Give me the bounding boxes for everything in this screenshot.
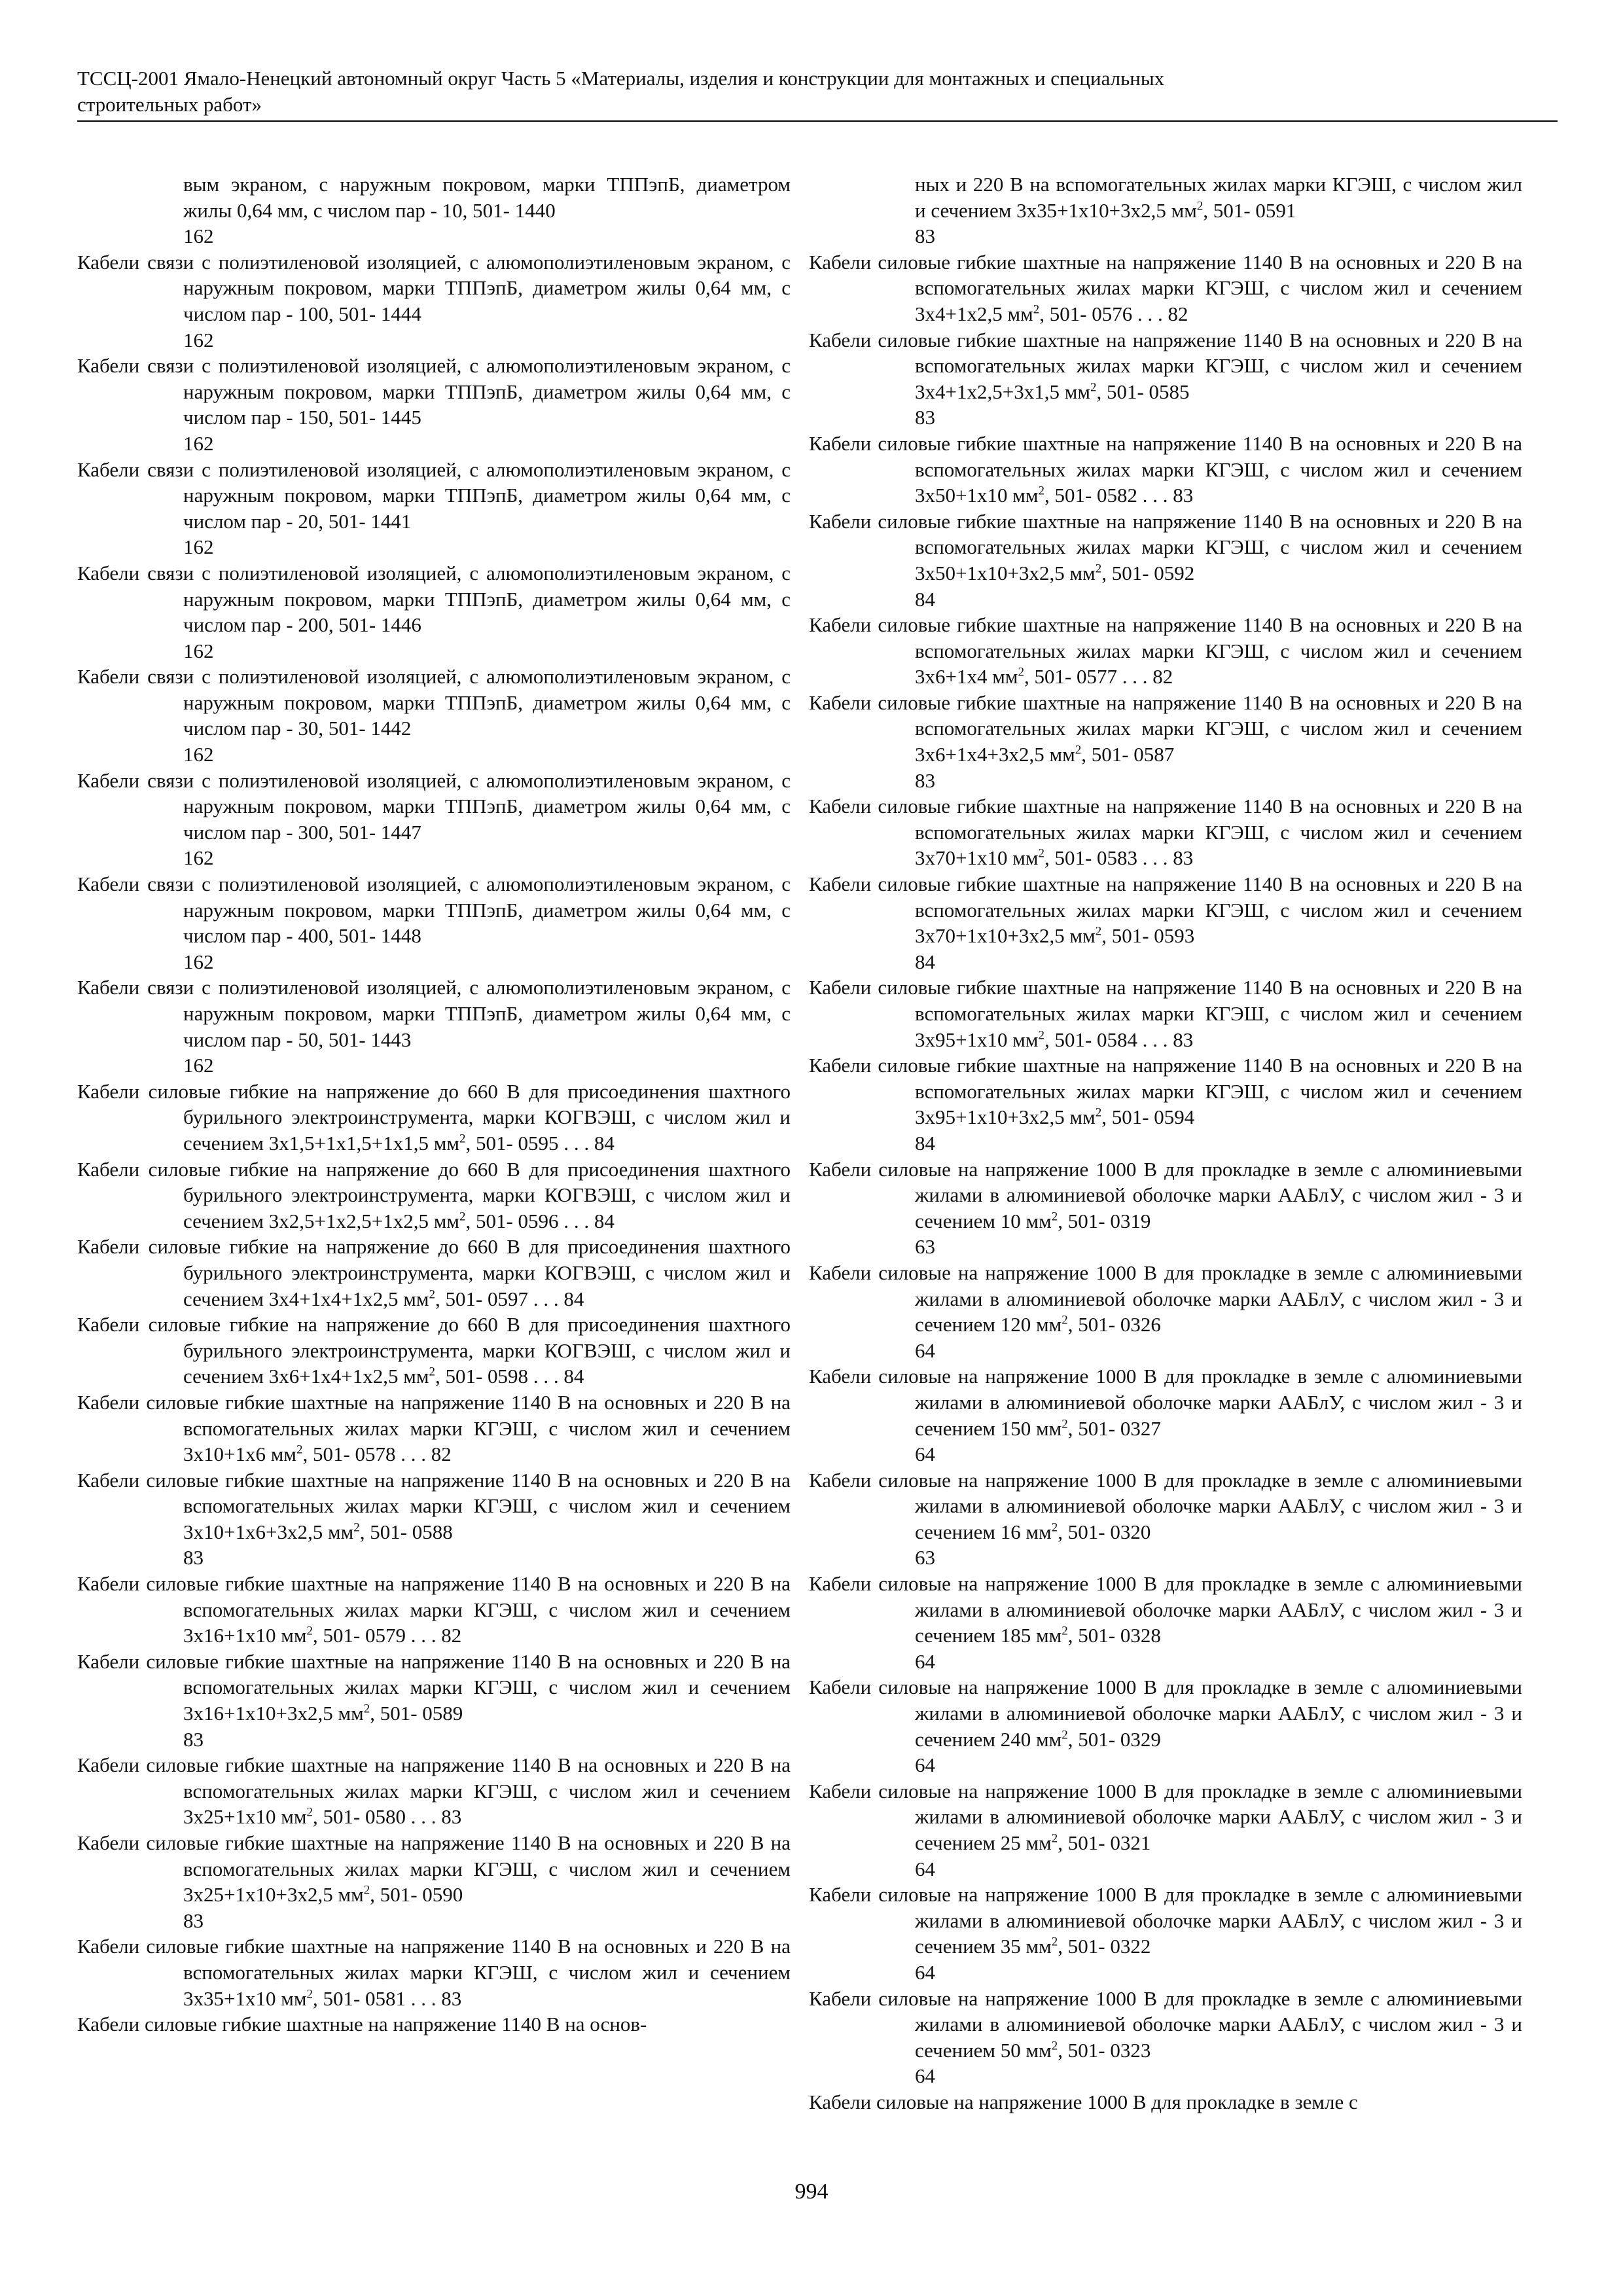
entry-page-ref: 63 xyxy=(915,1235,935,1259)
entry-lead-word: Кабели xyxy=(809,2090,872,2113)
entry-text: силовые на напряжение 1000 В для прокладке в земле с алюминиевыми жилами в алюминиевой оболочке марки ААБлУ, с числом жил - 3 и сечением 10 $мм^2$, 501- 0319 xyxy=(878,1157,1522,1232)
dot-leader: . . . xyxy=(528,1365,564,1388)
page-header xyxy=(77,65,1558,122)
entry-lead-word: Кабели xyxy=(77,457,140,481)
entry-text: силовые гибкие на напряжение до 660 В для присоединения шахтного бурильного электроинструмента, марки КОГВЭШ, с числом жил и сечением 3х6+1х4+1х2,5 $мм^2$, 501- 0598 xyxy=(148,1313,791,1388)
dot-leader: . . . xyxy=(1137,484,1173,507)
entry-text: силовые гибкие шахтные на напряжение 1140 В на основных и 220 В на вспомогательных жилах марки КГЭШ, с числом жил и сечением 3х50+1х10 $мм^2$, 501- 0582 xyxy=(878,431,1522,507)
entry-text: ных и 220 В на вспомогательных жилах марки КГЭШ, с числом жил и сечением 3х35+1х10+3х2,5 $мм^2$, 501- 0591 xyxy=(915,173,1522,222)
entry-lead-word: Кабели xyxy=(809,250,872,274)
entry-lead-word: Кабели xyxy=(77,665,140,689)
entry-text: связи с полиэтиленовой изоляцией, с алюмополиэтиленовым экраном, с наружным покровом, марки ТППэпБ, диаметром жилы 0,64 мм, с числом пар - 50, 501- 1443 xyxy=(147,976,791,1051)
entry-page-ref: 83 xyxy=(1173,846,1194,870)
entry-text: силовые на напряжение 1000 В для прокладке в земле с алюминиевыми жилами в алюминиевой оболочке марки ААБлУ, с числом жил - 3 и сечением 16 $мм^2$, 501- 0320 xyxy=(878,1468,1522,1543)
index-entry xyxy=(809,1467,1522,1571)
entry-page-ref: 162 xyxy=(183,639,214,662)
entry-lead-word: Кабели xyxy=(77,1831,140,1854)
index-entry xyxy=(809,871,1522,975)
index-entry xyxy=(77,1649,791,1752)
entry-page-ref: 84 xyxy=(915,587,935,611)
index-entry xyxy=(809,509,1522,612)
index-entry xyxy=(77,768,791,871)
entry-lead-word: Кабели xyxy=(809,1779,872,1803)
index-entry xyxy=(77,1830,791,1933)
index-entry xyxy=(77,1234,791,1312)
entry-lead-word: Кабели xyxy=(77,1572,140,1596)
index-entry xyxy=(809,975,1522,1052)
entry-page-ref: 162 xyxy=(183,431,214,455)
entry-text: силовые гибкие шахтные на напряжение 1140 В на основных и 220 В на вспомогательных жилах марки КГЭШ, с числом жил и сечением 3х10+1х6 $мм^2$, 501- 0578 xyxy=(146,1390,791,1466)
entry-text: силовые на напряжение 1000 В для прокладке в земле с xyxy=(876,2090,1358,2113)
entry-page-ref: 84 xyxy=(594,1131,615,1155)
entry-text: силовые на напряжение 1000 В для прокладке в земле с алюминиевыми жилами в алюминиевой оболочке марки ААБлУ, с числом жил - 3 и сечением 50 $мм^2$, 501- 0323 xyxy=(878,1986,1522,2062)
entry-page-ref: 82 xyxy=(431,1443,452,1466)
dot-leader: . . . xyxy=(1132,302,1168,325)
entry-lead-word: Кабели xyxy=(809,1054,872,1077)
entry-lead-word: Кабели xyxy=(77,1313,140,1336)
index-entry xyxy=(77,171,791,249)
index-entry xyxy=(809,431,1522,509)
dot-leader: . . . xyxy=(558,1209,594,1232)
entry-page-ref: 64 xyxy=(915,1649,935,1673)
entry-page-ref: 64 xyxy=(915,2064,935,2088)
entry-text: связи с полиэтиленовой изоляцией, с алюмополиэтиленовым экраном, с наружным покровом, марки ТППэпБ, диаметром жилы 0,64 мм, с числом пар - 400, 501- 1448 xyxy=(147,872,791,948)
dot-leader: . . . xyxy=(406,1805,442,1829)
entry-page-ref: 64 xyxy=(915,1338,935,1362)
entry-text: силовые гибкие на напряжение до 660 В для присоединения шахтного бурильного электроинструмента, марки КОГВЭШ, с числом жил и сечением 3х2,5+1х2,5+1х2,5 $мм^2$, 501- 0596 xyxy=(148,1157,791,1232)
index-entry xyxy=(77,1390,791,1467)
entry-lead-word: Кабели xyxy=(77,354,140,378)
entry-page-ref: 84 xyxy=(915,950,935,973)
entry-text: силовые гибкие шахтные на напряжение 1140 В на основных и 220 В на вспомогательных жилах марки КГЭШ, с числом жил и сечением 3х6+1х4+3х2,5 $мм^2$, 501- 0587 xyxy=(878,691,1522,766)
entry-text: силовые гибкие шахтные на напряжение 1140 В на основных и 220 В на вспомогательных жилах марки КГЭШ, с числом жил и сечением 3х70+1х10 $мм^2$, 501- 0583 xyxy=(878,795,1522,870)
entry-lead-word: Кабели xyxy=(77,1235,140,1259)
index-entry xyxy=(809,612,1522,690)
index-entry xyxy=(809,327,1522,431)
entry-text: связи с полиэтиленовой изоляцией, с алюмополиэтиленовым экраном, с наружным покровом, марки ТППэпБ, диаметром жилы 0,64 мм, с числом пар - 100, 501- 1444 xyxy=(147,250,791,325)
entry-page-ref: 83 xyxy=(1173,1028,1194,1051)
entry-text: вым экраном, с наружным покровом, марки ТППэпБ, диаметром жилы 0,64 мм, с числом пар - 10, 501- 1440 xyxy=(183,173,791,222)
entry-page-ref: 84 xyxy=(563,1287,584,1310)
index-entry xyxy=(77,975,791,1078)
entry-text: силовые гибкие шахтные на напряжение 1140 В на основных и 220 В на вспомогательных жилах марки КГЭШ, с числом жил и сечением 3х35+1х10 $мм^2$, 501- 0581 xyxy=(146,1935,791,2010)
entry-lead-word: Кабели xyxy=(77,1157,140,1181)
entry-text: связи с полиэтиленовой изоляцией, с алюмополиэтиленовым экраном, с наружным покровом, марки ТППэпБ, диаметром жилы 0,64 мм, с числом пар - 30, 501- 1442 xyxy=(147,665,791,740)
entry-text: силовые на напряжение 1000 В для прокладке в земле с алюминиевыми жилами в алюминиевой оболочке марки ААБлУ, с числом жил - 3 и сечением 240 $мм^2$, 501- 0329 xyxy=(878,1676,1522,1751)
dot-leader: . . . xyxy=(528,1287,564,1310)
entry-lead-word: Кабели xyxy=(809,1261,872,1284)
index-entry xyxy=(77,1571,791,1649)
entry-page-ref: 83 xyxy=(1173,484,1194,507)
entry-lead-word: Кабели xyxy=(77,1468,140,1492)
entry-text: связи с полиэтиленовой изоляцией, с алюмополиэтиленовым экраном, с наружным покровом, марки ТППэпБ, диаметром жилы 0,64 мм, с числом пар - 300, 501- 1447 xyxy=(147,768,791,844)
entry-lead-word: Кабели xyxy=(809,1365,872,1388)
index-entry xyxy=(77,1157,791,1234)
entry-text: силовые гибкие шахтные на напряжение 1140 В на основных и 220 В на вспомогательных жилах марки КГЭШ, с числом жил и сечением 3х16+1х10 $мм^2$, 501- 0579 xyxy=(146,1572,791,1647)
entry-text: силовые гибкие шахтные на напряжение 1140 В на основных и 220 В на вспомогательных жилах марки КГЭШ, с числом жил и сечением 3х50+1х10+3х2,5 $мм^2$, 501- 0592 xyxy=(878,509,1522,584)
index-entry xyxy=(809,793,1522,871)
index-entry xyxy=(77,1933,791,2011)
entry-lead-word: Кабели xyxy=(77,976,140,999)
entry-text: силовые гибкие шахтные на напряжение 1140 В на основных и 220 В на вспомогательных жилах марки КГЭШ, с числом жил и сечением 3х25+1х10+3х2,5 $мм^2$, 501- 0590 xyxy=(146,1831,791,1907)
index-right-column xyxy=(809,171,1522,2115)
index-entry xyxy=(77,1312,791,1390)
entry-page-ref: 162 xyxy=(183,1054,214,1077)
entry-page-ref: 83 xyxy=(183,1546,204,1570)
entry-lead-word: Кабели xyxy=(77,2013,140,2036)
entry-page-ref: 64 xyxy=(915,1960,935,1984)
entry-page-ref: 64 xyxy=(915,1753,935,1777)
entry-lead-word: Кабели xyxy=(77,1079,140,1103)
entry-page-ref: 162 xyxy=(183,846,214,870)
entry-page-ref: 83 xyxy=(915,406,935,429)
entry-page-ref: 83 xyxy=(183,1727,204,1751)
entry-text: силовые на напряжение 1000 В для прокладке в земле с алюминиевыми жилами в алюминиевой оболочке марки ААБлУ, с числом жил - 3 и сечением 35 $мм^2$, 501- 0322 xyxy=(878,1883,1522,1958)
entry-text: силовые гибкие шахтные на напряжение 1140 В на основных и 220 В на вспомогательных жилах марки КГЭШ, с числом жил и сечением 3х4+1х2,5 $мм^2$, 501- 0576 xyxy=(878,250,1522,325)
entry-lead-word: Кабели xyxy=(809,1883,872,1907)
entry-text: связи с полиэтиленовой изоляцией, с алюмополиэтиленовым экраном, с наружным покровом, марки ТППэпБ, диаметром жилы 0,64 мм, с числом пар - 150, 501- 1445 xyxy=(147,354,791,429)
entry-page-ref: 83 xyxy=(441,1805,462,1829)
entry-text: силовые гибкие шахтные на напряжение 1140 В на основных и 220 В на вспомогательных жилах марки КГЭШ, с числом жил и сечением 3х70+1х10+3х2,5 $мм^2$, 501- 0593 xyxy=(878,872,1522,948)
entry-lead-word: Кабели xyxy=(77,768,140,792)
entry-lead-word: Кабели xyxy=(77,872,140,896)
entry-lead-word: Кабели xyxy=(809,1468,872,1492)
entry-text: силовые гибкие шахтные на напряжение 1140 В на основных и 220 В на вспомогательных жилах марки КГЭШ, с числом жил и сечением 3х25+1х10 $мм^2$, 501- 0580 xyxy=(146,1753,791,1829)
entry-page-ref: 82 xyxy=(1152,665,1173,689)
entry-page-ref: 83 xyxy=(183,1909,204,1932)
entry-lead-word: Кабели xyxy=(77,561,140,584)
entry-text: силовые на напряжение 1000 В для прокладке в земле с алюминиевыми жилами в алюминиевой оболочке марки ААБлУ, с числом жил - 3 и сечением 25 $мм^2$, 501- 0321 xyxy=(878,1779,1522,1854)
index-entry xyxy=(809,1052,1522,1156)
index-entry xyxy=(809,249,1522,327)
index-entry xyxy=(77,1079,791,1157)
index-entry xyxy=(809,2089,1522,2115)
entry-page-ref: 64 xyxy=(915,1443,935,1466)
entry-page-ref: 64 xyxy=(915,1857,935,1880)
header-title-line-1: ТССЦ-2001 Ямало-Ненецкий автономный округ Часть 5 «Материалы, изделия и конструкции для монтажных и специальных xyxy=(77,67,1165,90)
entry-text: силовые гибкие на напряжение до 660 В для присоединения шахтного бурильного электроинструмента, марки КОГВЭШ, с числом жил и сечением 3х1,5+1х1,5+1х1,5 $мм^2$, 501- 0595 xyxy=(148,1079,791,1155)
entry-page-ref: 83 xyxy=(441,1986,462,2010)
dot-leader: . . . xyxy=(395,1443,431,1466)
entry-text: силовые гибкие шахтные на напряжение 1140 В на основных и 220 В на вспомогательных жилах марки КГЭШ, с числом жил и сечением 3х4+1х2,5+3х1,5 $мм^2$, 501- 0585 xyxy=(878,328,1522,403)
entry-lead-word: Кабели xyxy=(77,1390,140,1414)
entry-text: силовые гибкие шахтные на напряжение 1140 В на основ- xyxy=(144,2013,647,2036)
entry-page-ref: 162 xyxy=(183,950,214,973)
index-entry xyxy=(809,1882,1522,1985)
entry-lead-word: Кабели xyxy=(809,872,872,896)
entry-text: силовые на напряжение 1000 В для прокладке в земле с алюминиевыми жилами в алюминиевой оболочке марки ААБлУ, с числом жил - 3 и сечением 185 $мм^2$, 501- 0328 xyxy=(878,1572,1522,1647)
entry-text: силовые гибкие на напряжение до 660 В для присоединения шахтного бурильного электроинструмента, марки КОГВЭШ, с числом жил и сечением 3х4+1х4+1х2,5 $мм^2$, 501- 0597 xyxy=(148,1235,791,1310)
entry-lead-word: Кабели xyxy=(809,1676,872,1699)
index-entry xyxy=(809,1674,1522,1778)
entry-lead-word: Кабели xyxy=(809,431,872,455)
entry-page-ref: 84 xyxy=(594,1209,615,1232)
index-entry xyxy=(77,871,791,975)
entry-lead-word: Кабели xyxy=(77,1935,140,1958)
entry-lead-word: Кабели xyxy=(77,1649,140,1673)
entry-lead-word: Кабели xyxy=(77,250,140,274)
entry-page-ref: 162 xyxy=(183,328,214,351)
entry-lead-word: Кабели xyxy=(809,613,872,637)
entry-text: силовые гибкие шахтные на напряжение 1140 В на основных и 220 В на вспомогательных жилах марки КГЭШ, с числом жил и сечением 3х95+1х10 $мм^2$, 501- 0584 xyxy=(878,976,1522,1051)
index-entry xyxy=(809,1778,1522,1882)
entry-lead-word: Кабели xyxy=(809,509,872,533)
index-entry xyxy=(77,664,791,767)
index-entry xyxy=(809,1571,1522,1674)
index-left-column xyxy=(77,171,791,2037)
entry-text: силовые гибкие шахтные на напряжение 1140 В на основных и 220 В на вспомогательных жилах марки КГЭШ, с числом жил и сечением 3х16+1х10+3х2,5 $мм^2$, 501- 0589 xyxy=(146,1649,791,1725)
index-entry xyxy=(77,560,791,664)
index-entry xyxy=(77,2011,791,2037)
entry-text: силовые гибкие шахтные на напряжение 1140 В на основных и 220 В на вспомогательных жилах марки КГЭШ, с числом жил и сечением 3х6+1х4 $мм^2$, 501- 0577 xyxy=(878,613,1522,689)
index-entry xyxy=(77,1467,791,1571)
dot-leader: . . . xyxy=(558,1131,594,1155)
index-entry xyxy=(809,1363,1522,1467)
index-entry xyxy=(809,1157,1522,1260)
index-entry xyxy=(809,1986,1522,2089)
entry-page-ref: 84 xyxy=(915,1131,935,1155)
entry-lead-word: Кабели xyxy=(809,1986,872,2010)
entry-lead-word: Кабели xyxy=(809,1157,872,1181)
entry-text: силовые на напряжение 1000 В для прокладке в земле с алюминиевыми жилами в алюминиевой оболочке марки ААБлУ, с числом жил - 3 и сечением 120 $мм^2$, 501- 0326 xyxy=(878,1261,1522,1336)
index-entry xyxy=(77,353,791,456)
entry-page-ref: 162 xyxy=(183,743,214,766)
dot-leader: . . . xyxy=(406,1624,442,1647)
entry-page-ref: 82 xyxy=(1168,302,1188,325)
entry-lead-word: Кабели xyxy=(809,795,872,818)
entry-page-ref: 83 xyxy=(915,768,935,792)
entry-page-ref: 162 xyxy=(183,535,214,559)
header-title-line-2: строительных работ» xyxy=(77,93,262,116)
index-entry xyxy=(809,171,1522,249)
entry-lead-word: Кабели xyxy=(809,691,872,714)
entry-page-ref: 82 xyxy=(441,1624,462,1647)
entry-lead-word: Кабели xyxy=(77,1753,140,1777)
dot-leader: . . . xyxy=(1117,665,1153,689)
dot-leader: . . . xyxy=(406,1986,442,2010)
entry-text: силовые гибкие шахтные на напряжение 1140 В на основных и 220 В на вспомогательных жилах марки КГЭШ, с числом жил и сечением 3х10+1х6+3х2,5 $мм^2$, 501- 0588 xyxy=(146,1468,791,1543)
entry-text: силовые на напряжение 1000 В для прокладке в земле с алюминиевыми жилами в алюминиевой оболочке марки ААБлУ, с числом жил - 3 и сечением 150 $мм^2$, 501- 0327 xyxy=(878,1365,1522,1440)
entry-page-ref: 84 xyxy=(563,1365,584,1388)
entry-lead-word: Кабели xyxy=(809,1572,872,1596)
entry-text: связи с полиэтиленовой изоляцией, с алюмополиэтиленовым экраном, с наружным покровом, марки ТППэпБ, диаметром жилы 0,64 мм, с числом пар - 200, 501- 1446 xyxy=(147,561,791,637)
entry-page-ref: 83 xyxy=(915,224,935,248)
dot-leader: . . . xyxy=(1137,846,1173,870)
index-entry xyxy=(77,457,791,560)
entry-lead-word: Кабели xyxy=(809,328,872,351)
entry-text: силовые гибкие шахтные на напряжение 1140 В на основных и 220 В на вспомогательных жилах марки КГЭШ, с числом жил и сечением 3х95+1х10+3х2,5 $мм^2$, 501- 0594 xyxy=(878,1054,1522,1129)
entry-page-ref: 162 xyxy=(183,224,214,248)
index-entry xyxy=(809,1260,1522,1363)
entry-page-ref: 63 xyxy=(915,1546,935,1570)
index-entry xyxy=(77,249,791,353)
index-entry xyxy=(77,1752,791,1830)
index-entry xyxy=(809,690,1522,793)
entry-text: связи с полиэтиленовой изоляцией, с алюмополиэтиленовым экраном, с наружным покровом, марки ТППэпБ, диаметром жилы 0,64 мм, с числом пар - 20, 501- 1441 xyxy=(147,457,791,533)
dot-leader: . . . xyxy=(1137,1028,1173,1051)
page-number: 994 xyxy=(794,2179,829,2204)
entry-lead-word: Кабели xyxy=(809,976,872,999)
